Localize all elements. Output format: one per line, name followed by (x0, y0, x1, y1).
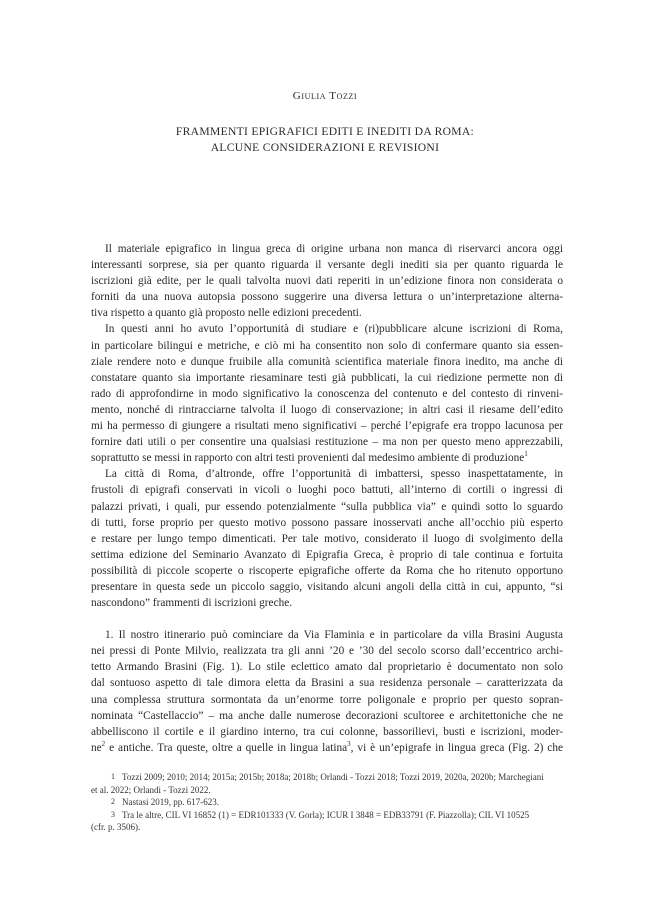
text-line: nascondono” frammenti di iscrizioni greche. (91, 597, 293, 610)
footnote-number: 3 (111, 809, 115, 819)
text-line: tetto Armando Brasini (Fig. 1). Lo stile eclettico amato dal proprietario è documentato non solo (91, 661, 563, 674)
text-line: constatare quanto sia importante riesaminare testi già pubblicati, la cui riedizione permette non di (91, 371, 563, 384)
text-line: mi ha permesso di giungere a risultati meno significativi – perché l’epigrafe era troppo lacunosa per (91, 420, 563, 433)
footnotes (91, 771, 563, 834)
footnote-3 (91, 809, 563, 822)
paragraph-4 (91, 627, 563, 756)
text-fragment: e antiche. Tra queste, oltre a quelle in lingua latina (109, 741, 348, 754)
text-line: mento, nonché di rintracciarne talvolta il luogo di conservazione; in altri casi il riesame dell’edito (91, 403, 563, 416)
footnote-number: 2 (111, 797, 115, 807)
text-fragment: ne (91, 741, 102, 754)
author-name: Giulia Tozzi (292, 90, 358, 102)
footnote-1-continued: et al. 2022; Orlandi - Tozzi 2022. (91, 784, 211, 795)
paragraph-1 (91, 241, 563, 321)
article-title (0, 124, 650, 156)
footnote-text: Tra le altre, CIL VI 16852 (1) = EDR101333 (V. Gorla); ICUR I 3848 = EDB33791 (F. Piazzolla); CIL VI 10525 (122, 809, 530, 820)
text-line: iscrizioni già edite, per le quali talvolta nuovi dati reperiti in un’edizione finora non considerata o (91, 275, 563, 288)
text-line: una complessa struttura sormontata da un’enorme torre poligonale e proprio per questo sopran- (91, 693, 563, 706)
text-line: ziale rendere noto e dunque fruibile alla comunità scientifica materiale finora inedito, ma anche di (91, 355, 563, 368)
title-line-2: ALCUNE CONSIDERAZIONI E REVISIONI (210, 141, 440, 154)
footnote-2 (91, 796, 563, 809)
text-line (91, 740, 563, 756)
text-line: palazzi privati, i quali, pur essendo potenzialmente “sulla pubblica via” e quindi sotto lo sguardo (91, 500, 563, 513)
article-body (91, 241, 563, 756)
footnote-ref-1[interactable]: 1 (524, 450, 528, 459)
footnote-number: 1 (111, 772, 115, 781)
footnote-text: Tozzi 2009; 2010; 2014; 2015a; 2015b; 2018a; 2018b; Orlandi - Tozzi 2018; Tozzi 2019, 2020a, 2020b; Marchegiani (122, 772, 544, 782)
paragraph-3 (91, 466, 563, 611)
text-line: frustoli di epigrafi conservati in vicoli o luoghi poco battuti, all’interno di cortili o ingressi di (91, 484, 563, 497)
text-line: 1. Il nostro itinerario può cominciare da Via Flaminia e in particolare da villa Brasini Augusta (105, 629, 563, 642)
text-line: In questi anni ho avuto l’opportunità di studiare e (ri)pubblicare alcune iscrizioni di Roma, (105, 323, 563, 336)
text-line: presentare in questa sede un piccolo saggio, visitando alcuni angoli della città in cui, appunto, “si (91, 580, 563, 593)
text-line: di tutti, forse proprio per questo motivo possono passare inosservati anche all’occhio più esperto (91, 516, 563, 529)
text-line: nei pressi di Ponte Milvio, realizzata tra gli anni ’20 e ’30 del secolo scorso dall’eccentrico archi- (91, 645, 563, 658)
text-line (91, 450, 563, 466)
text-line: possibilità di piccole scoperte o riscoperte epigrafiche offerte da Roma che ho ritenuto opportuno (91, 564, 563, 577)
text-line: interessanti sorprese, sia per quanto riguarda il versante degli inediti sia per quanto riguarda le (91, 259, 563, 272)
text-line: La città di Roma, d’altronde, offre l’opportunità di imbattersi, spesso inaspettatamente, in (105, 468, 563, 481)
text-line: settima edizione del Seminario Avanzato di Epigrafia Greca, è proprio di tale continua e fortuita (91, 548, 563, 561)
footnote-ref-2[interactable]: 2 (101, 739, 106, 748)
text-line: rado di approfondirne in modo significativo la conoscenza del contenuto e del contesto di rinveni- (91, 387, 563, 400)
text-line: nominata “Castellaccio” – ma anche dalle numerose decorazioni scultoree e architettoniche che ne (91, 709, 563, 722)
section-gap (91, 611, 563, 627)
text-line: tiva rispetto a quanto già proposto nelle edizioni precedenti. (91, 307, 362, 320)
text-line: fornire dati utili o per consentire una qualsiasi restituzione – ma non per questo meno apprezzabili, (91, 436, 563, 449)
text-line: in particolare bilingui e metriche, e ciò mi ha consentito non solo di confermare quanto sia essen- (91, 339, 563, 352)
text-fragment: soprattutto se messi in rapporto con altri testi provenienti dal medesimo ambiente di produzione (91, 452, 525, 465)
text-line: e restare per lungo tempo dimenticati. Per tale motivo, considerato il luogo di svolgimento della (91, 532, 563, 545)
text-line: abbelliscono il cortile e il giardino interno, tra cui colonne, bassorilievi, busti e iscrizioni, moder- (91, 725, 563, 738)
text-line: Il materiale epigrafico in lingua greca di origine urbana non manca di riservarci ancora oggi (105, 243, 563, 255)
footnote-3-continued: (cfr. p. 3506). (91, 822, 141, 833)
text-line: dal sontuoso aspetto di tale dimora eletta da Brasini a sua residenza personale – caratterizzata da (91, 677, 563, 690)
paragraph-2 (91, 321, 563, 466)
footnote-1 (91, 771, 563, 784)
text-fragment: , vi è un’epigrafe in lingua greca (Fig. 2) che (350, 741, 563, 754)
text-line: forniti da una nuova autopsia possono suggerire una diversa lettura o un’interpretazione alterna- (91, 291, 563, 304)
title-line-1: FRAMMENTI EPIGRAFICI EDITI E INEDITI DA ROMA: (175, 125, 475, 138)
footnote-text: Nastasi 2019, pp. 617-623. (122, 797, 219, 808)
footnote-ref-3[interactable]: 3 (347, 739, 351, 748)
